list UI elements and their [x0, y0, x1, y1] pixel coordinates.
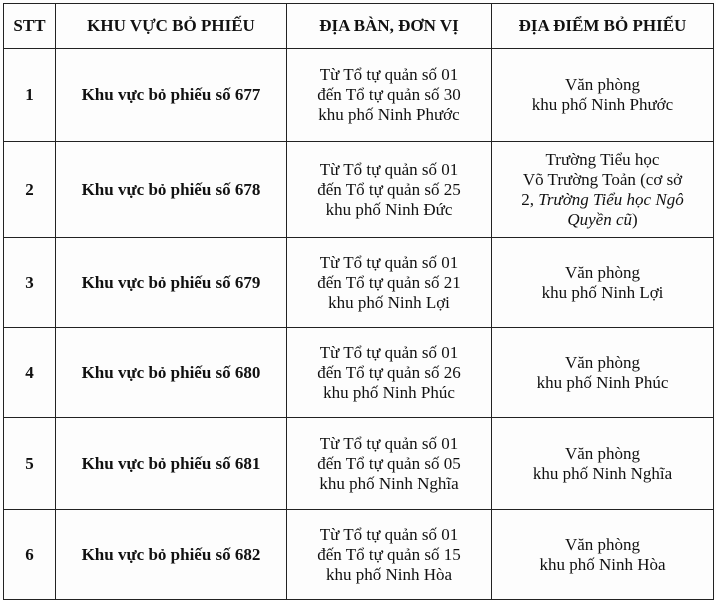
location-text-plain: 2,: [521, 189, 539, 209]
location-line: Văn phòng: [564, 75, 641, 94]
location-line: Võ Trường Toản (cơ sở: [522, 169, 683, 189]
location-line: khu phố Ninh Lợi: [541, 282, 664, 302]
unit-line: đến Tổ tự quản số 15: [317, 544, 461, 564]
cell-unit: [287, 238, 492, 328]
table-row: [4, 238, 714, 328]
location-line: khu phố Ninh Phúc: [536, 372, 669, 392]
location-line: khu phố Ninh Nghĩa: [532, 463, 673, 483]
unit-line: Từ Tổ tự quản số 01: [319, 524, 459, 544]
cell-area: Khu vực bỏ phiếu số 681: [56, 418, 287, 510]
table-row: [4, 510, 714, 600]
table-row: [4, 328, 714, 418]
table-header-row: [4, 4, 714, 49]
location-line: Văn phòng: [564, 534, 641, 554]
table-row: [4, 49, 714, 142]
cell-location: [492, 510, 714, 600]
location-line: khu phố Ninh Phước: [531, 95, 674, 114]
cell-unit: [287, 510, 492, 600]
unit-line: khu phố Ninh Nghĩa: [319, 473, 459, 493]
cell-area: Khu vực bỏ phiếu số 679: [56, 238, 287, 328]
cell-area: Khu vực bỏ phiếu số 678: [56, 142, 287, 238]
header-area: KHU VỰC BỎ PHIẾU: [56, 4, 287, 49]
cell-location: [492, 238, 714, 328]
unit-line: khu phố Ninh Hòa: [325, 564, 453, 584]
cell-location: [492, 49, 714, 142]
unit-line: khu phố Ninh Phước: [318, 105, 460, 124]
location-line: Trường Tiểu học: [545, 149, 660, 169]
table-row: [4, 418, 714, 510]
location-line: [496, 190, 709, 210]
cell-stt: 5: [4, 418, 56, 510]
unit-line: Từ Tổ tự quản số 01: [319, 342, 459, 362]
location-line: Văn phòng: [564, 352, 641, 372]
cell-location: [492, 418, 714, 510]
cell-unit: [287, 328, 492, 418]
unit-line: Từ Tổ tự quản số 01: [319, 159, 459, 179]
unit-line: đến Tổ tự quản số 21: [317, 272, 461, 292]
location-text-italic: Quyền cũ: [567, 209, 632, 229]
cell-stt: 2: [4, 142, 56, 238]
unit-line: đến Tổ tự quản số 30: [317, 85, 461, 104]
cell-stt: 6: [4, 510, 56, 600]
cell-area: Khu vực bỏ phiếu số 682: [56, 510, 287, 600]
unit-line: Từ Tổ tự quản số 01: [319, 252, 459, 272]
unit-line: khu phố Ninh Lợi: [328, 292, 450, 312]
unit-line: khu phố Ninh Đức: [325, 199, 453, 219]
unit-line: đến Tổ tự quản số 25: [317, 179, 461, 199]
location-text-plain: ): [632, 209, 638, 229]
unit-line: khu phố Ninh Phúc: [323, 382, 455, 402]
cell-unit: [287, 418, 492, 510]
location-line: [496, 210, 709, 230]
unit-line: đến Tổ tự quản số 05: [317, 453, 461, 473]
header-stt: STT: [4, 4, 56, 49]
cell-stt: 4: [4, 328, 56, 418]
polling-station-table: [3, 3, 714, 600]
location-line: Văn phòng: [564, 443, 641, 463]
location-line: Văn phòng: [564, 262, 641, 282]
cell-stt: 3: [4, 238, 56, 328]
cell-area: Khu vực bỏ phiếu số 677: [56, 49, 287, 142]
cell-stt: 1: [4, 49, 56, 142]
cell-area: Khu vực bỏ phiếu số 680: [56, 328, 287, 418]
cell-location: [492, 328, 714, 418]
location-line: khu phố Ninh Hòa: [539, 554, 666, 574]
cell-location: [492, 142, 714, 238]
cell-unit: [287, 142, 492, 238]
header-unit: ĐỊA BÀN, ĐƠN VỊ: [287, 4, 492, 49]
cell-unit: [287, 49, 492, 142]
unit-line: đến Tổ tự quản số 26: [317, 362, 461, 382]
table-row: [4, 142, 714, 238]
header-location: ĐỊA ĐIỂM BỎ PHIẾU: [492, 4, 714, 49]
location-text-italic: Trường Tiểu học Ngô: [538, 189, 684, 209]
unit-line: Từ Tổ tự quản số 01: [319, 433, 459, 453]
unit-line: Từ Tổ tự quản số 01: [319, 65, 459, 84]
